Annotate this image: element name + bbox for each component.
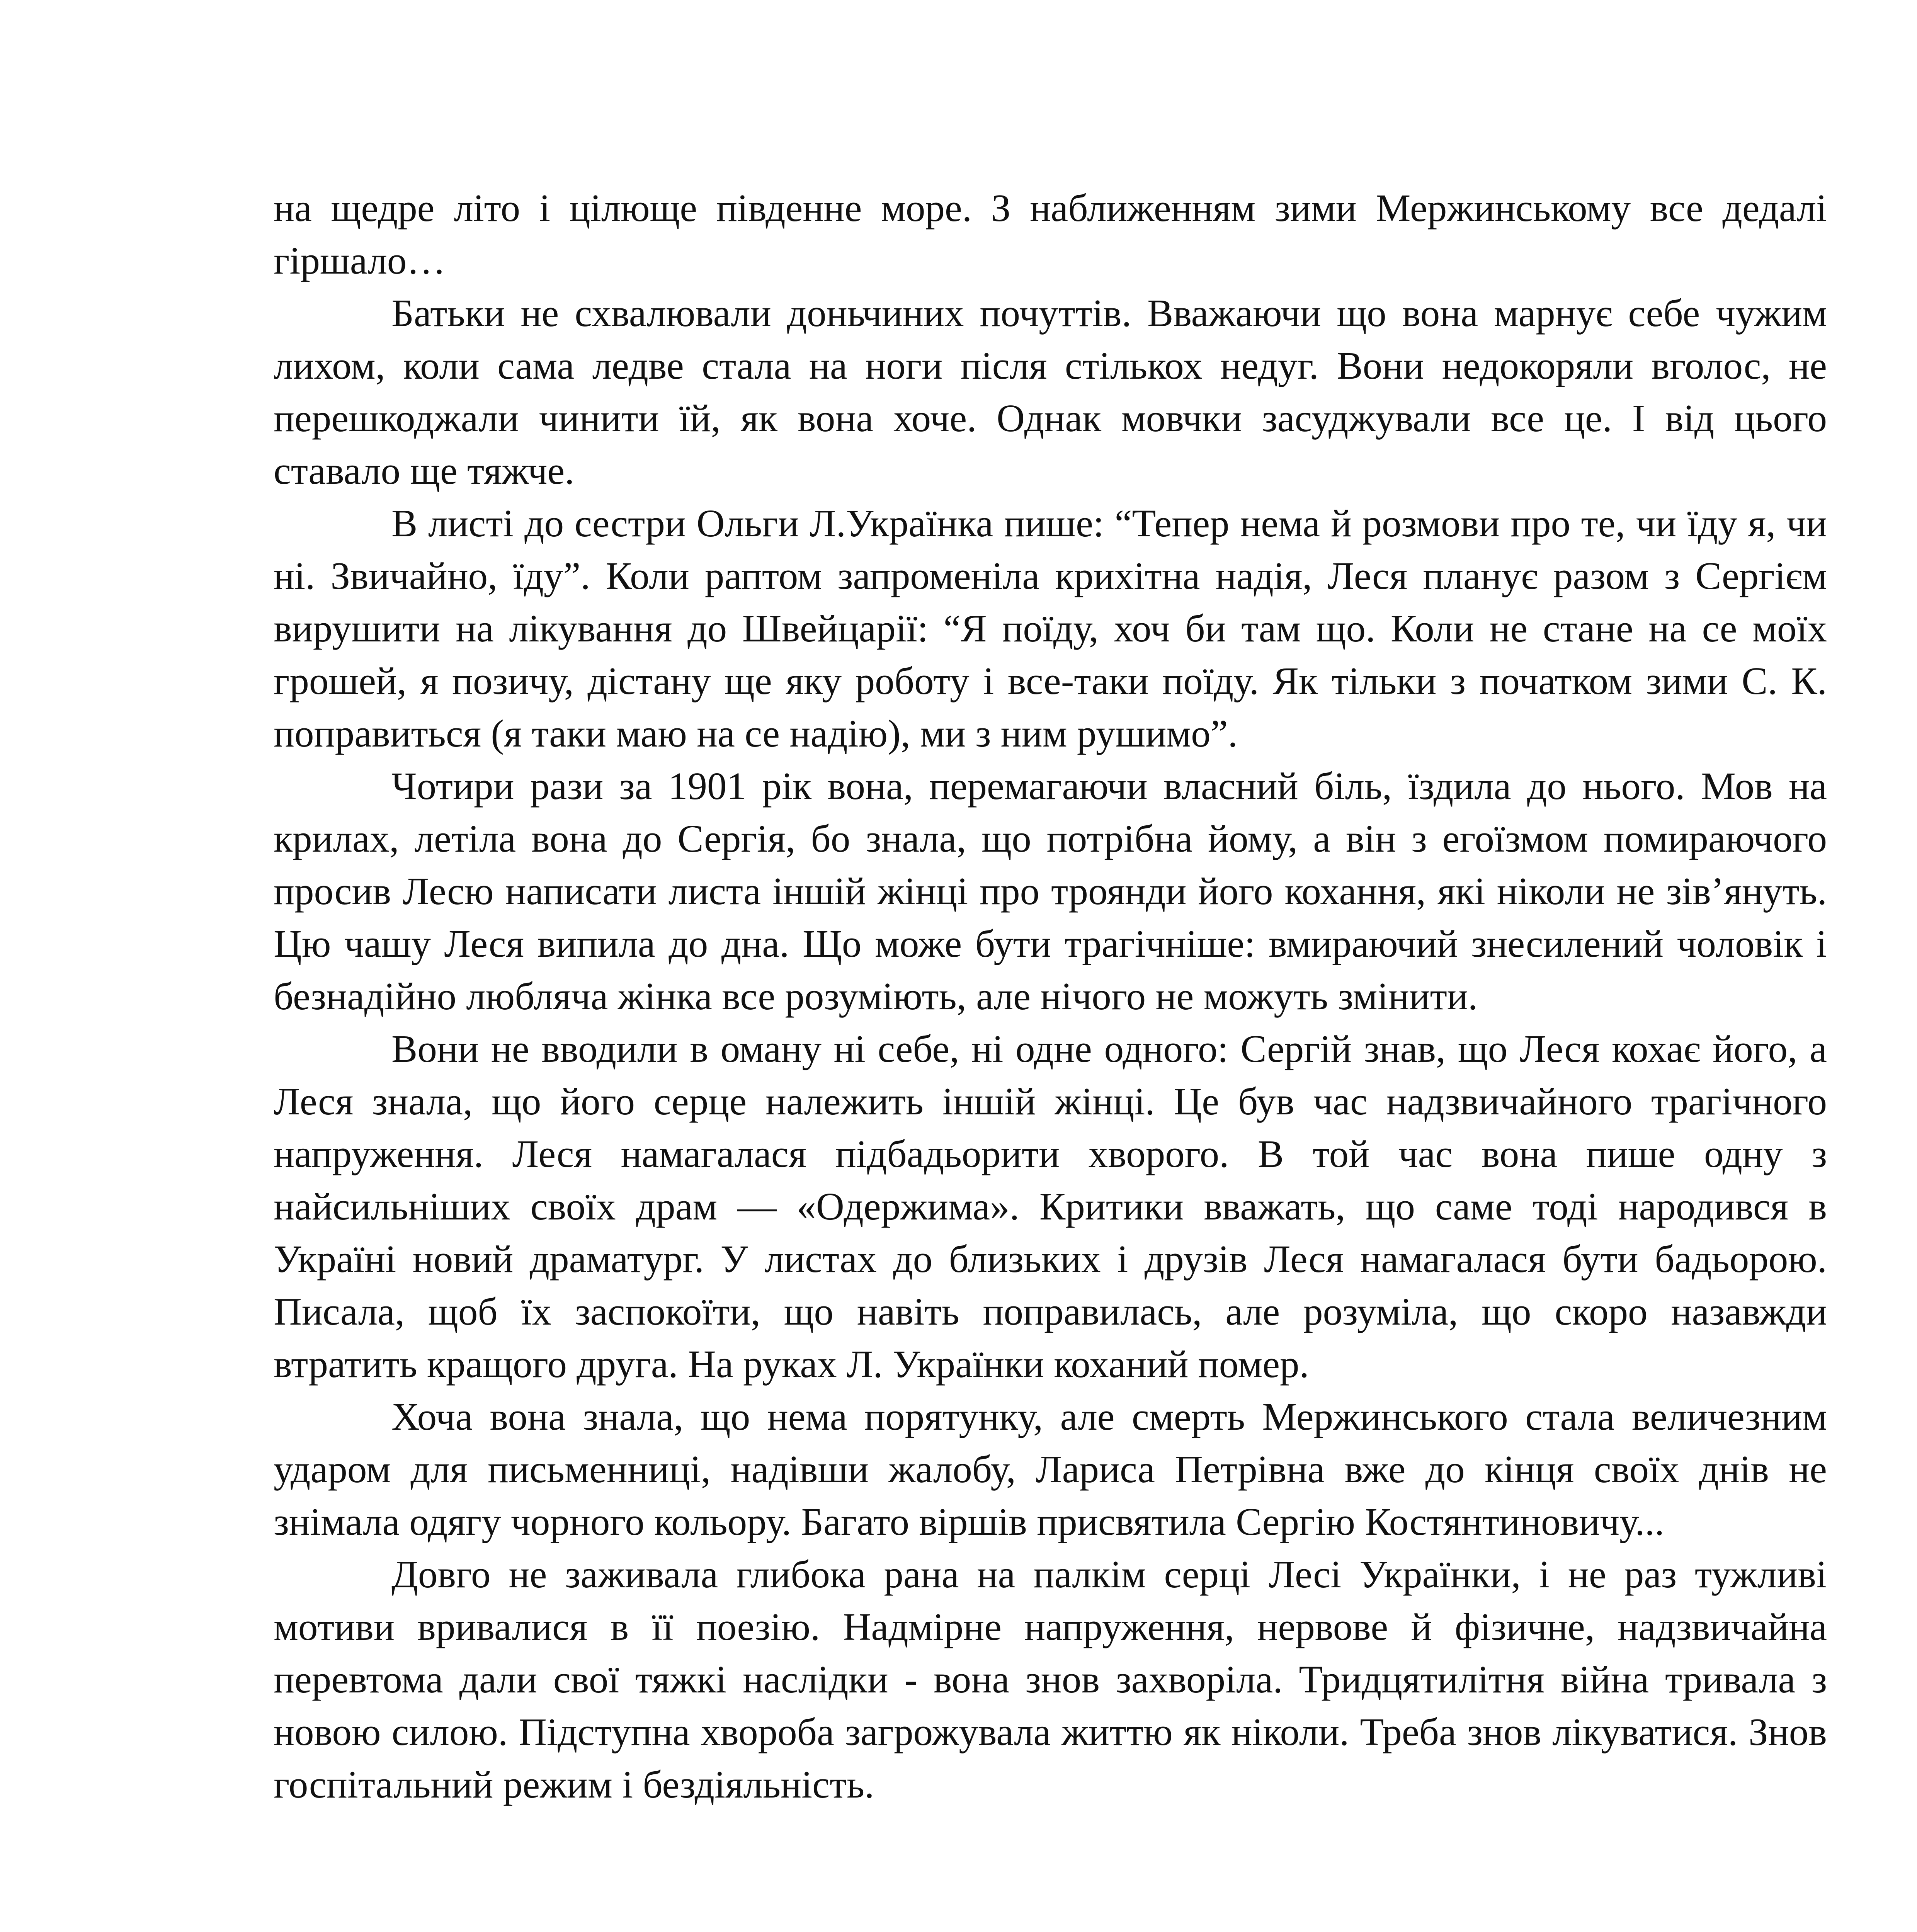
paragraph: Вони не вводили в оману ні себе, ні одне одного: Сергій знав, що Леся кохає його, а Леся знала, що його серце належить іншій жінці. Це був час надзвичайного трагічного напруження. Леся намагалася підбадьорити хворого. В той час вона пише одну з найсильніших своїх драм — «Одержима». Критики вважать, що саме тоді народився в Україні новий драматург. У листах до близьких і друзів Леся намагалася бути бадьорою. Писала, щоб їх заспокоїти, що навіть поправилась, але розуміла, що скоро назавжди втратить кращого друга. На руках Л. Українки коханий помер. [274,1027,1827,1386]
paragraph-continuation: на щедре літо і цілюще південне море. З наближенням зими Мержинському все дедалі гіршало… [274,186,1827,282]
paragraph: Довго не заживала глибока рана на палкім серці Лесі Українки, і не раз тужливі мотиви вривалися в її поезію. Надмірне напруження, нервове й фізичне, надзвичайна перевтома дали свої тяжкі наслідки - вона знов захворіла. Тридцятилітня війна тривала з новою силою. Підступна хвороба загрожувала життю як ніколи. Треба знов лікуватися. Знов госпітальний режим і бездіяльність. [274,1553,1827,1806]
paragraph: Хоча вона знала, що нема порятунку, але смерть Мержинського стала величезним ударом для письменниці, надівши жалобу, Лариса Петрівна вже до кінця своїх днів не знімала одягу чорного кольору. Багато віршів присвятила Сергію Костянтиновичу... [274,1395,1827,1543]
paragraph: В листі до сестри Ольги Л.Українка пише: “Тепер нема й розмови про те, чи їду я, чи ні. Звичайно, їду”. Коли раптом запроменіла крихітна надія, Леся планує разом з Сергієм вирушити на лікування до Швейцарії: “Я поїду, хоч би там що. Коли не стане на се моїх грошей, я позичу, дістану ще яку роботу і все-таки поїду. Як тільки з початком зими С. К. поправиться (я таки маю на се надію), ми з ним рушимо”. [274,502,1827,755]
paragraph: Чотири рази за 1901 рік вона, перемагаючи власний біль, їздила до нього. Мов на крилах, летіла вона до Сергія, бо знала, що потрібна йому, а він з егоїзмом помираючого просив Лесю написати листа іншій жінці про троянди його кохання, які ніколи не зів’януть. Цю чашу Леся випила до дна. Що може бути трагічніше: вмираючий знесилений чоловік і безнадійно любляча жінка все розуміють, але нічого не можуть змінити. [274,764,1827,1018]
paragraph: Батьки не схвалювали доньчиних почуттів. Вважаючи що вона марнує себе чужим лихом, коли сама ледве стала на ноги після стількох недуг. Вони недокоряли вголос, не перешкоджали чинити їй, як вона хоче. Однак мовчки засуджували все це. І від цього ставало ще тяжче. [274,291,1827,492]
main-text [274,182,1827,1811]
